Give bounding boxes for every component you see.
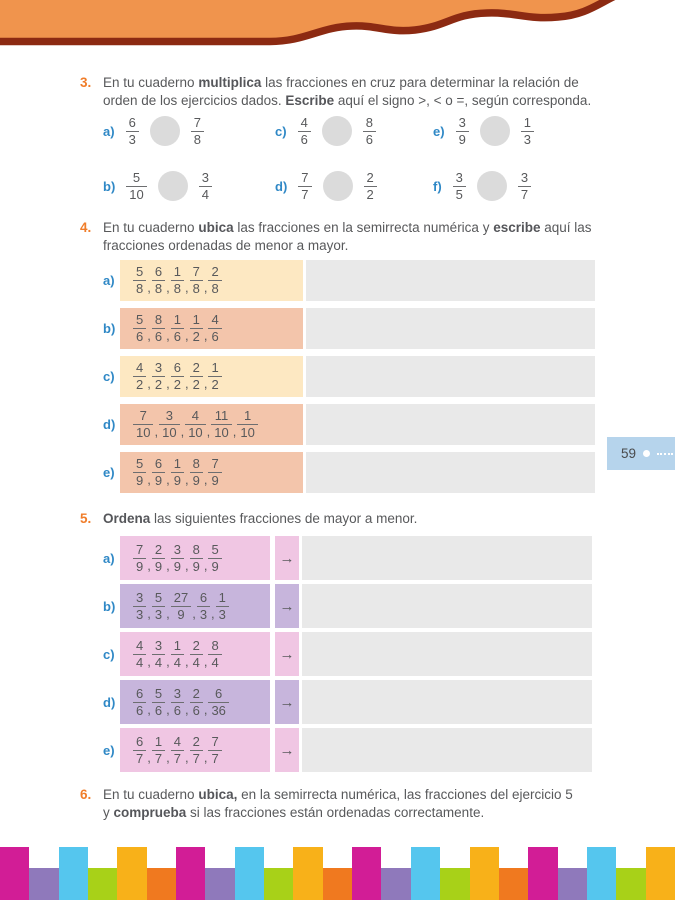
fraction-list-cell: [120, 536, 270, 580]
sign-answer-circle[interactable]: [477, 171, 507, 201]
fraction-row-a: [103, 260, 595, 301]
fraction: $\frac{1}{7}$: [152, 734, 165, 766]
row-label: d): [103, 694, 116, 710]
footer-bar: [646, 847, 675, 900]
arrow-icon: →: [275, 584, 299, 628]
fraction: $\frac{2}{9}$: [152, 542, 165, 574]
footer-bar: [440, 868, 469, 900]
fraction: $\frac{4}{6}$: [208, 312, 221, 344]
fraction: $\frac{3}{9}$: [171, 542, 184, 574]
fraction: $\frac{7}{7}$: [298, 170, 311, 202]
exercise-5-number: 5.: [80, 511, 92, 526]
fraction-row-d: [103, 680, 592, 724]
comparison-item-a: [103, 115, 275, 147]
footer-bar: [29, 868, 58, 900]
fraction: $\frac{8}{9}$: [190, 542, 203, 574]
footer-bar: [323, 868, 352, 900]
answer-area[interactable]: [302, 536, 592, 580]
fraction: $\frac{4}{7}$: [171, 734, 184, 766]
exercise-3: [80, 74, 600, 109]
fraction: $\frac{6}{36}$: [208, 686, 228, 718]
fraction-row-b: [103, 584, 592, 628]
fraction: $\frac{2}{7}$: [190, 734, 203, 766]
row-label: c): [103, 646, 115, 662]
fraction: $\frac{27}{9}$: [171, 590, 191, 622]
row-label: a): [103, 550, 115, 566]
fraction: $\frac{7}{8}$: [191, 115, 204, 147]
answer-area[interactable]: [306, 260, 595, 301]
fraction-separator: ,: [203, 472, 208, 487]
fraction-separator: ,: [184, 701, 189, 717]
fraction-separator: ,: [147, 376, 151, 391]
comparison-item-b: [103, 170, 275, 202]
fraction-separator: ,: [154, 424, 159, 439]
footer-bar: [176, 847, 205, 900]
footer-bar: [381, 868, 410, 900]
fraction-row-e: [103, 452, 595, 493]
fraction-separator: ,: [180, 424, 185, 439]
fraction-separator: ,: [147, 328, 151, 343]
fraction-separator: ,: [147, 653, 151, 669]
fraction-separator: ,: [203, 653, 208, 669]
item-label: a): [103, 123, 115, 139]
fraction-separator: ,: [184, 653, 189, 669]
fraction-row-a: [103, 536, 592, 580]
fraction-separator: ,: [203, 701, 208, 717]
fraction-list-cell: [120, 680, 270, 724]
fraction: $\frac{2}{6}$: [190, 686, 203, 718]
sign-answer-circle[interactable]: [480, 116, 510, 146]
fraction-separator: ,: [192, 605, 196, 621]
answer-area[interactable]: [306, 356, 595, 397]
fraction-list-cell: [120, 452, 303, 493]
answer-area[interactable]: [302, 632, 592, 676]
fraction-separator: ,: [184, 328, 189, 343]
fraction: $\frac{1}{8}$: [171, 264, 184, 296]
fraction: $\frac{2}{4}$: [190, 638, 203, 670]
fraction-separator: ,: [166, 605, 170, 621]
footer-bar: [0, 847, 29, 900]
fraction: $\frac{7}{7}$: [208, 734, 221, 766]
item-label: e): [433, 123, 445, 139]
fraction: $\frac{3}{4}$: [152, 638, 165, 670]
fraction: $\frac{3}{3}$: [133, 590, 146, 622]
comparison-item-f: [433, 170, 613, 202]
footer-bar: [293, 847, 322, 900]
fraction: $\frac{8}{6}$: [363, 115, 376, 147]
fraction: $\frac{8}{9}$: [190, 456, 203, 488]
footer-bar: [205, 868, 234, 900]
fraction-separator: ,: [166, 472, 170, 487]
page-header-wave: [0, 0, 675, 52]
fraction: $\frac{7}{9}$: [133, 542, 146, 574]
fraction-separator: ,: [147, 605, 151, 621]
badge-dotted-line: [657, 453, 673, 455]
arrow-icon: →: [275, 680, 299, 724]
answer-area[interactable]: [306, 308, 595, 349]
fraction: $\frac{3}{2}$: [152, 360, 165, 392]
fraction: $\frac{5}{9}$: [133, 456, 146, 488]
exercise-5: [80, 510, 600, 528]
footer-bar: [235, 847, 264, 900]
fraction-separator: ,: [203, 749, 208, 765]
item-label: d): [275, 178, 288, 194]
fraction-separator: ,: [203, 280, 208, 295]
footer-color-bars: [0, 847, 675, 900]
answer-area[interactable]: [306, 404, 595, 445]
fraction-row-b: [103, 308, 595, 349]
fraction: $\frac{1}{6}$: [171, 312, 184, 344]
fraction: $\frac{1}{3}$: [216, 590, 229, 622]
fraction: $\frac{3}{6}$: [171, 686, 184, 718]
fraction: $\frac{8}{4}$: [208, 638, 221, 670]
fraction: $\frac{1}{4}$: [171, 638, 184, 670]
badge-dot-icon: [643, 450, 650, 457]
fraction-row-d: [103, 404, 595, 445]
fraction-separator: ,: [147, 557, 151, 573]
fraction-separator: ,: [166, 328, 170, 343]
fraction-list-cell: [120, 356, 303, 397]
fraction-list-cell: [120, 404, 303, 445]
arrow-icon: →: [275, 728, 299, 772]
row-label: c): [103, 369, 115, 384]
footer-bar: [528, 847, 557, 900]
fraction: $\frac{8}{6}$: [152, 312, 165, 344]
fraction-list-cell: [120, 308, 303, 349]
row-label: b): [103, 321, 116, 336]
row-label: e): [103, 465, 115, 480]
fraction: $\frac{3}{4}$: [199, 170, 212, 202]
comparison-item-e: [433, 115, 613, 147]
fraction: $\frac{3}{10}$: [159, 408, 179, 440]
fraction: $\frac{1}{2}$: [208, 360, 221, 392]
footer-bar: [352, 847, 381, 900]
item-label: b): [103, 178, 116, 194]
row-label: b): [103, 598, 116, 614]
row-label: d): [103, 417, 116, 432]
fraction: $\frac{3}{7}$: [518, 170, 531, 202]
fraction: $\frac{2}{2}$: [364, 170, 377, 202]
sign-answer-circle[interactable]: [323, 171, 353, 201]
sign-answer-circle[interactable]: [322, 116, 352, 146]
footer-bar: [587, 847, 616, 900]
answer-area[interactable]: [302, 584, 592, 628]
fraction-separator: ,: [147, 701, 151, 717]
fraction-separator: ,: [184, 557, 189, 573]
fraction: $\frac{4}{6}$: [298, 115, 311, 147]
exercise-4: [80, 219, 600, 254]
footer-bar: [117, 847, 146, 900]
comparison-grid: [103, 111, 613, 206]
comparison-item-d: [275, 170, 433, 202]
fraction-row-c: [103, 356, 595, 397]
fraction: $\frac{6}{8}$: [152, 264, 165, 296]
exercise-4-rows: [103, 260, 595, 500]
fraction-separator: ,: [211, 605, 215, 621]
footer-bar: [499, 868, 528, 900]
fraction-separator: ,: [166, 557, 170, 573]
sign-answer-circle[interactable]: [150, 116, 180, 146]
fraction: $\frac{7}{10}$: [133, 408, 153, 440]
fraction-separator: ,: [203, 328, 208, 343]
page-number-badge: [607, 437, 675, 470]
sign-answer-circle[interactable]: [158, 171, 188, 201]
fraction-list-cell: [120, 632, 270, 676]
fraction-separator: ,: [184, 376, 189, 391]
page-number: 59: [621, 446, 637, 461]
row-label: a): [103, 273, 115, 288]
exercise-4-number: 4.: [80, 220, 92, 235]
row-label: e): [103, 742, 115, 758]
fraction-separator: ,: [184, 749, 189, 765]
fraction: $\frac{5}{3}$: [152, 590, 165, 622]
fraction: $\frac{5}{8}$: [133, 264, 146, 296]
fraction: $\frac{7}{9}$: [208, 456, 221, 488]
fraction-row-c: [103, 632, 592, 676]
fraction: $\frac{6}{6}$: [133, 686, 146, 718]
fraction: $\frac{3}{9}$: [456, 115, 469, 147]
fraction-separator: ,: [147, 280, 151, 295]
footer-bar: [88, 868, 117, 900]
fraction-separator: ,: [166, 749, 170, 765]
fraction: $\frac{5}{6}$: [133, 312, 146, 344]
exercise-6: [80, 786, 600, 821]
fraction: $\frac{2}{8}$: [208, 264, 221, 296]
fraction: $\frac{7}{8}$: [190, 264, 203, 296]
footer-bar: [59, 847, 88, 900]
fraction: $\frac{6}{2}$: [171, 360, 184, 392]
fraction: $\frac{4}{10}$: [185, 408, 205, 440]
footer-bar: [558, 868, 587, 900]
fraction-separator: ,: [206, 424, 211, 439]
fraction: $\frac{1}{3}$: [521, 115, 534, 147]
answer-area[interactable]: [306, 452, 595, 493]
fraction-list-cell: [120, 728, 270, 772]
footer-bar: [147, 868, 176, 900]
fraction-list-cell: [120, 584, 270, 628]
fraction-separator: ,: [166, 701, 170, 717]
fraction: $\frac{3}{5}$: [453, 170, 466, 202]
footer-bar: [616, 868, 645, 900]
item-label: c): [275, 123, 287, 139]
fraction-separator: ,: [147, 749, 151, 765]
fraction-list-cell: [120, 260, 303, 301]
fraction-row-e: [103, 728, 592, 772]
exercise-5-instruction: Ordena las siguientes fracciones de mayor a menor.: [103, 511, 418, 526]
fraction: $\frac{6}{3}$: [126, 115, 139, 147]
fraction: $\frac{5}{10}$: [126, 170, 146, 202]
exercise-6-instruction: En tu cuaderno ubica, en la semirrecta numérica, las fracciones del ejercicio 5 y comprueba si las fracciones están ordenadas correctamente.: [103, 787, 573, 820]
fraction-separator: ,: [166, 280, 170, 295]
fraction: $\frac{2}{2}$: [190, 360, 203, 392]
fraction: $\frac{5}{6}$: [152, 686, 165, 718]
fraction: $\frac{6}{3}$: [197, 590, 210, 622]
fraction: $\frac{1}{2}$: [190, 312, 203, 344]
fraction: $\frac{1}{9}$: [171, 456, 184, 488]
fraction: $\frac{5}{9}$: [208, 542, 221, 574]
arrow-icon: →: [275, 536, 299, 580]
fraction-separator: ,: [166, 653, 170, 669]
footer-bar: [470, 847, 499, 900]
fraction: $\frac{4}{4}$: [133, 638, 146, 670]
fraction-separator: ,: [147, 472, 151, 487]
fraction-separator: ,: [184, 472, 189, 487]
exercise-6-number: 6.: [80, 787, 92, 802]
fraction-separator: ,: [203, 376, 208, 391]
exercise-3-instruction: En tu cuaderno multiplica las fracciones en cruz para determinar la relación de orden de los ejercicios dados. Escribe aquí el signo >, < o =, según corresponda.: [103, 75, 592, 108]
arrow-icon: →: [275, 632, 299, 676]
fraction: $\frac{6}{7}$: [133, 734, 146, 766]
fraction-separator: ,: [203, 557, 208, 573]
fraction: $\frac{11}{10}$: [211, 408, 231, 440]
fraction: $\frac{6}{9}$: [152, 456, 165, 488]
footer-bar: [411, 847, 440, 900]
exercise-5-rows: [103, 536, 592, 776]
fraction: $\frac{1}{10}$: [237, 408, 257, 440]
comparison-item-c: [275, 115, 433, 147]
exercise-4-instruction: En tu cuaderno ubica las fracciones en la semirrecta numérica y escribe aquí las fracciones ordenadas de menor a mayor.: [103, 220, 592, 253]
answer-area[interactable]: [302, 728, 592, 772]
fraction-separator: ,: [166, 376, 170, 391]
fraction-separator: ,: [232, 424, 237, 439]
fraction-separator: ,: [184, 280, 189, 295]
answer-area[interactable]: [302, 680, 592, 724]
item-label: f): [433, 178, 442, 194]
exercise-3-number: 3.: [80, 75, 92, 90]
footer-bar: [264, 868, 293, 900]
fraction: $\frac{4}{2}$: [133, 360, 146, 392]
